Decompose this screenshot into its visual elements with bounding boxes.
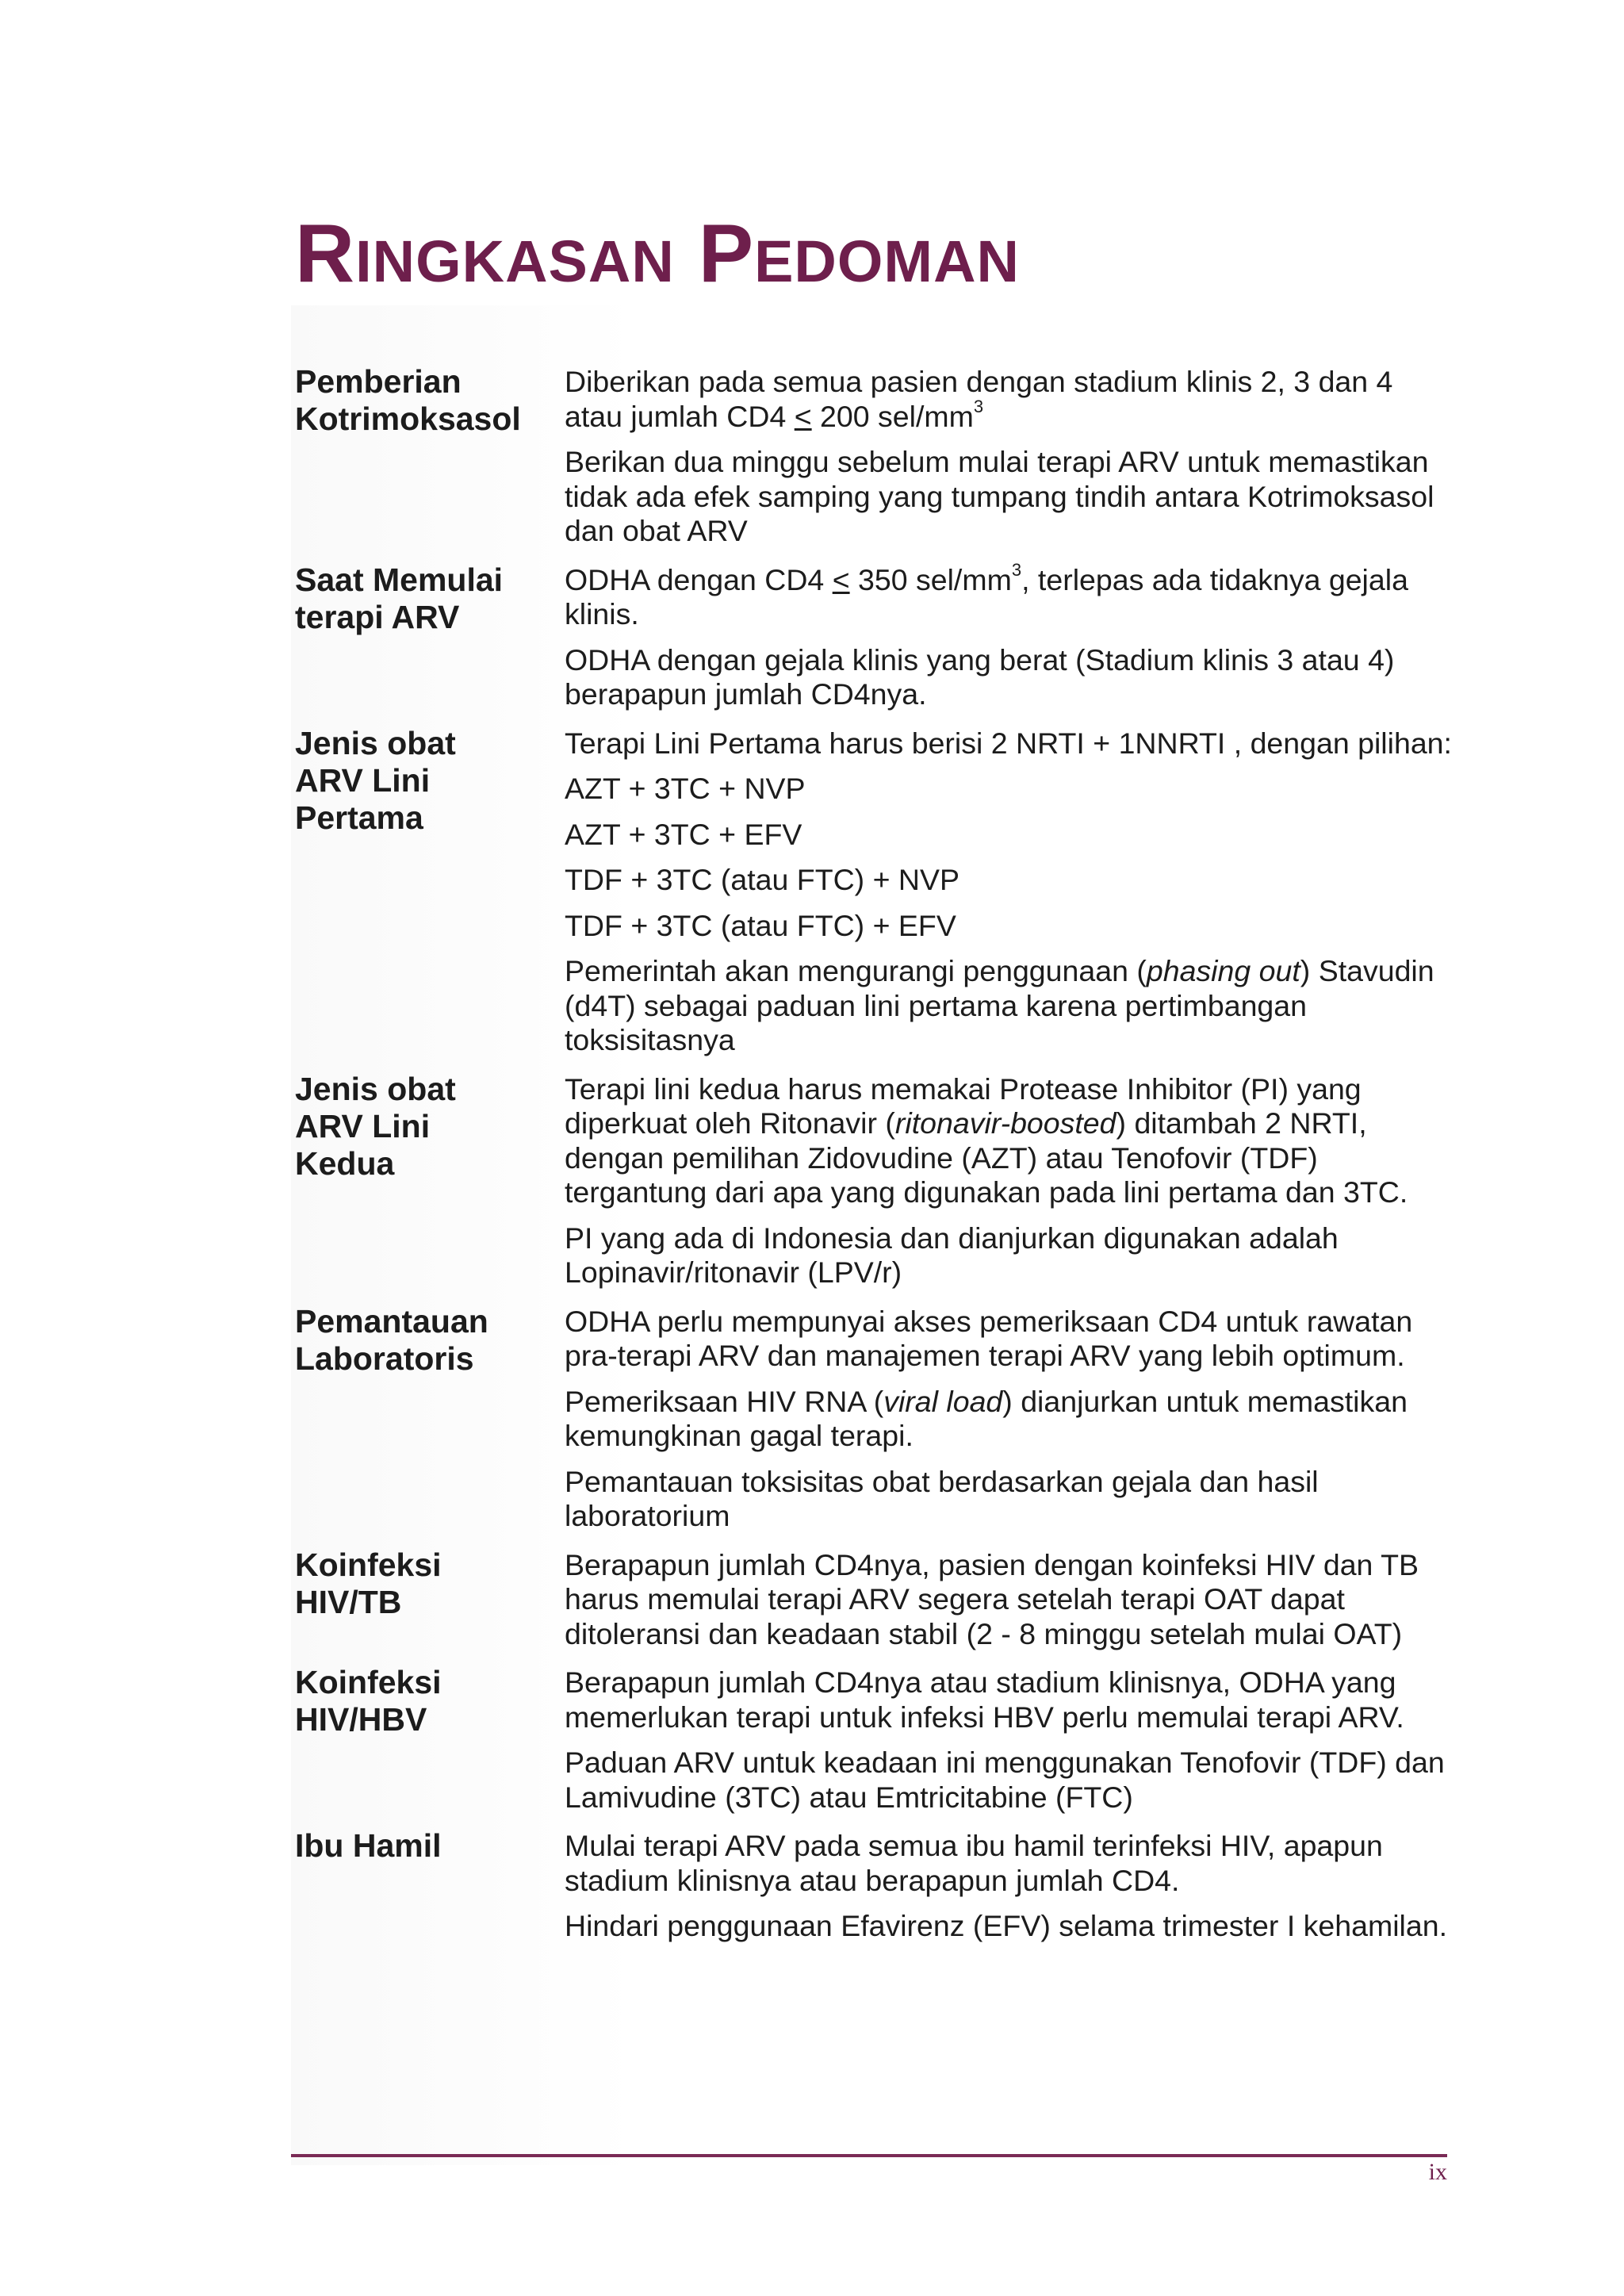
text-run: Berapapun jumlah CD4nya atau stadium klinisnya, ODHA yang memerlukan terapi untuk infeksi HBV perlu memulai terapi ARV. (565, 1665, 1404, 1734)
text-run: AZT + 3TC + EFV (565, 817, 802, 851)
text-run: Diberikan pada semua pasien dengan stadium klinis 2, 3 dan 4 atau jumlah CD4 (565, 365, 1393, 433)
section-label-line: ARV Lini (295, 761, 431, 799)
section-label (295, 1827, 565, 1865)
section-label-line: Kedua (295, 1144, 395, 1182)
section-paragraph (565, 365, 1453, 434)
section-label (295, 363, 565, 438)
section-paragraph (565, 1829, 1453, 1898)
text-run: AZT + 3TC + NVP (565, 772, 806, 805)
section-row (295, 365, 1453, 563)
section-label (295, 562, 565, 636)
text-run: TDF + 3TC (atau FTC) + EFV (565, 908, 956, 942)
section-body (565, 1665, 1453, 1829)
section-row (295, 726, 1453, 1072)
text-run: ODHA dengan CD4 (565, 562, 833, 596)
section-label-line: HIV/TB (295, 1583, 402, 1620)
text-run: 200 sel/mm (811, 399, 974, 433)
section-paragraph (565, 1746, 1453, 1815)
text-run: ODHA perlu mempunyai akses pemeriksaan CD4 untuk rawatan pra-terapi ARV dan manajemen terapi ARV yang lebih optimum. (565, 1304, 1413, 1372)
text-run: Terapi lini kedua harus memakai Protease Inhibitor (PI) yang diperkuat oleh Ritonavir ( (565, 1071, 1362, 1140)
text-run: ODHA dengan gejala klinis yang berat (Stadium klinis 3 atau 4) berapapun jumlah CD4nya. (565, 642, 1395, 711)
section-paragraph (565, 1385, 1453, 1454)
text-run: Pemerintah akan mengurangi penggunaan ( (565, 954, 1147, 987)
page-number: ix (1428, 2159, 1447, 2185)
section-paragraph (565, 1909, 1453, 1944)
section-row (295, 1072, 1453, 1305)
section-paragraph (565, 1548, 1453, 1652)
section-label-line: terapi ARV (295, 598, 460, 635)
section-paragraph (565, 1665, 1453, 1734)
section-label-line: Ibu Hamil (295, 1827, 442, 1864)
text-run: viral load (883, 1384, 1003, 1418)
summary-table (295, 365, 1453, 1958)
section-label (295, 1664, 565, 1738)
text-run: ritonavir-boosted (894, 1106, 1116, 1140)
section-label-line: Saat Memulai (295, 561, 504, 598)
section-paragraph (565, 909, 1453, 944)
section-row (295, 560, 1453, 726)
text-run: Terapi Lini Pertama harus berisi 2 NRTI + 1NNRTI , dengan pilihan: (565, 726, 1452, 760)
section-row (295, 1302, 1453, 1548)
text-run: TDF + 3TC (atau FTC) + NVP (565, 863, 960, 896)
section-body (565, 726, 1453, 1072)
page-title: RINGKASAN PEDOMAN (295, 208, 1020, 300)
section-row (295, 1665, 1453, 1829)
section-paragraph (565, 1221, 1453, 1290)
section-paragraph (565, 1072, 1453, 1210)
text-run: ) dianjurkan untuk memastikan kemungkinan gagal terapi. (565, 1384, 1408, 1452)
footer-rule (291, 2154, 1447, 2157)
section-body (565, 1072, 1453, 1305)
section-row (295, 1829, 1453, 1958)
text-run: phasing out (1146, 954, 1300, 987)
section-label-line: HIV/HBV (295, 1701, 427, 1738)
section-label-line: Pemantauan (295, 1302, 488, 1340)
section-label (295, 725, 565, 837)
section-paragraph (565, 954, 1453, 1058)
text-run: Pemantauan toksisitas obat berdasarkan gejala dan hasil laboratorium (565, 1464, 1319, 1532)
text-run: 350 sel/mm (849, 562, 1012, 596)
section-body (565, 1548, 1453, 1666)
section-label-line: Kotrimoksasol (295, 401, 521, 437)
section-paragraph (565, 726, 1453, 761)
section-paragraph (565, 445, 1453, 549)
section-row (295, 1548, 1453, 1666)
section-body (565, 1829, 1453, 1958)
section-label-line: Koinfeksi (295, 1664, 442, 1700)
section-label-line: ARV Lini (295, 1107, 431, 1144)
section-label-line: Jenis obat (295, 1070, 456, 1107)
section-label (295, 1303, 565, 1378)
section-label-line: Koinfeksi (295, 1546, 442, 1583)
section-label-line: Laboratoris (295, 1340, 474, 1377)
text-run: ) Stavudin (d4T) sebagai paduan lini pertama karena pertimbangan toksisitasnya (565, 954, 1434, 1056)
text-run: < (832, 562, 850, 596)
text-run: , terlepas ada tidaknya gejala klinis. (565, 562, 1408, 631)
section-paragraph (565, 643, 1453, 712)
section-paragraph (565, 560, 1453, 632)
text-run: ) ditambah 2 NRTI, dengan pemilihan Zidovudine (AZT) atau Tenofovir (TDF) tergantung dari apa yang digunakan pada lini pertama dan 3TC. (565, 1106, 1408, 1209)
text-run: Paduan ARV untuk keadaan ini menggunakan Tenofovir (TDF) dan Lamivudine (3TC) atau Emtricitabine (FTC) (565, 1746, 1445, 1814)
section-body (565, 1305, 1453, 1548)
section-label-line: Pertama (295, 799, 423, 836)
section-label-line: Pemberian (295, 363, 462, 400)
text-run: Berikan dua minggu sebelum mulai terapi ARV untuk memastikan tidak ada efek samping yang tumpang tindih antara Kotrimoksasol dan obat ARV (565, 445, 1434, 547)
section-paragraph (565, 1465, 1453, 1534)
section-label (295, 1071, 565, 1182)
text-run: 3 (1011, 560, 1022, 580)
section-paragraph (565, 772, 1453, 807)
section-body (565, 560, 1453, 726)
text-run: Berapapun jumlah CD4nya, pasien dengan koinfeksi HIV dan TB harus memulai terapi ARV segera setelah terapi OAT dapat ditoleransi dan keadaan stabil (2 - 8 minggu setelah mulai OAT) (565, 1547, 1419, 1650)
text-run: < (794, 399, 812, 433)
section-body (565, 365, 1453, 563)
text-run: 3 (973, 397, 984, 416)
section-paragraph (565, 863, 1453, 898)
section-label-line: Jenis obat (295, 724, 456, 761)
section-paragraph (565, 818, 1453, 853)
text-run: PI yang ada di Indonesia dan dianjurkan digunakan adalah Lopinavir/ritonavir (LPV/r) (565, 1221, 1339, 1289)
text-run: Mulai terapi ARV pada semua ibu hamil terinfeksi HIV, apapun stadium klinisnya atau berapapun jumlah CD4. (565, 1829, 1383, 1897)
section-paragraph (565, 1305, 1453, 1374)
text-run: Pemeriksaan HIV RNA ( (565, 1384, 884, 1418)
text-run: Hindari penggunaan Efavirenz (EFV) selama trimester I kehamilan. (565, 1909, 1448, 1942)
section-label (295, 1547, 565, 1621)
